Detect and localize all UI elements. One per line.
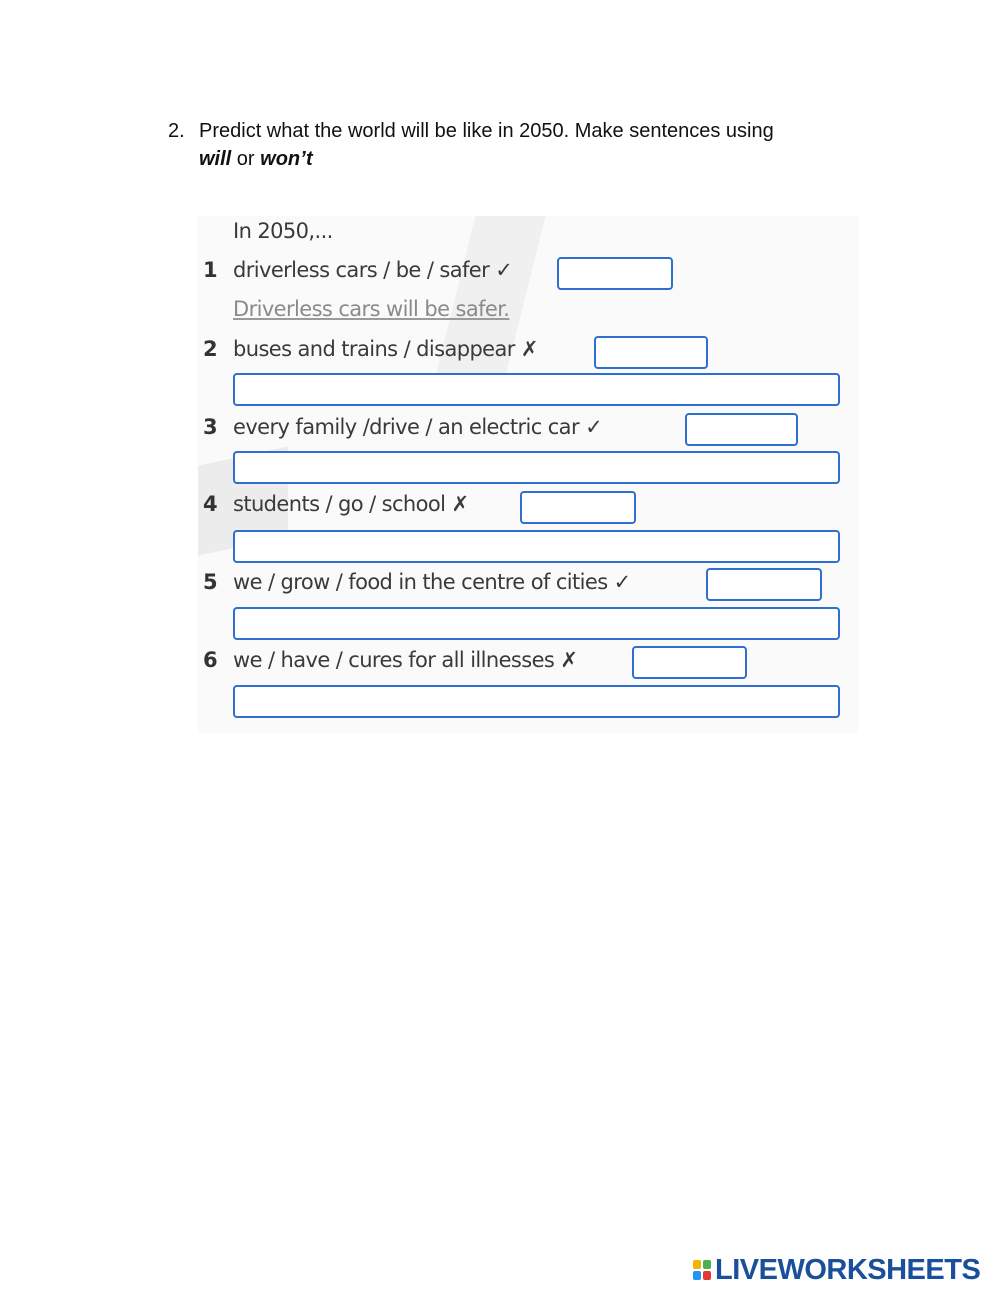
item-number: 3 (203, 415, 218, 439)
sentence-input-2[interactable] (233, 373, 840, 406)
logo-square (693, 1271, 701, 1280)
answer-input-5[interactable] (706, 568, 822, 601)
item-number: 4 (203, 492, 218, 516)
sentence-input-6[interactable] (233, 685, 840, 718)
item-number: 2 (203, 337, 218, 361)
sentence-input-5[interactable] (233, 607, 840, 640)
item-prompt (233, 258, 512, 282)
sentence-input-3[interactable] (233, 451, 840, 484)
answer-input-6[interactable] (632, 646, 747, 679)
item-prompt-text: buses and trains / disappear (233, 337, 515, 361)
cross-icon: ✗ (520, 337, 538, 361)
item-prompt (233, 570, 631, 594)
example-answer: Driverless cars will be safer. (233, 297, 510, 321)
instruction-number: 2. (168, 120, 185, 142)
answer-input-3[interactable] (685, 413, 798, 446)
item-prompt-text: every family /drive / an electric car (233, 415, 579, 439)
instruction (168, 117, 888, 173)
answer-input-2[interactable] (594, 336, 708, 369)
word-wont: won’t (260, 148, 313, 170)
item-number: 5 (203, 570, 218, 594)
item-prompt-text: we / grow / food in the centre of cities (233, 570, 608, 594)
item-prompt-text: driverless cars / be / safer (233, 258, 490, 282)
item-prompt-text: we / have / cures for all illnesses (233, 648, 555, 672)
check-icon: ✓ (585, 415, 603, 439)
item-number: 6 (203, 648, 218, 672)
item-prompt (233, 648, 577, 672)
sentence-input-4[interactable] (233, 530, 840, 563)
item-prompt-text: students / go / school (233, 492, 446, 516)
item-number: 1 (203, 258, 218, 282)
logo-mark-icon (692, 1259, 712, 1281)
instruction-text (199, 117, 888, 173)
word-will: will (199, 148, 232, 170)
exercise-intro: In 2050,... (233, 219, 333, 243)
logo-square (693, 1260, 701, 1269)
liveworksheets-logo (692, 1254, 980, 1286)
check-icon: ✓ (495, 258, 513, 282)
instruction-text-main: Predict what the world will be like in 2050. Make sentences using (199, 120, 774, 142)
check-icon: ✓ (613, 570, 631, 594)
item-prompt (233, 415, 602, 439)
item-prompt (233, 492, 468, 516)
word-or: or (231, 148, 261, 170)
cross-icon: ✗ (451, 492, 469, 516)
cross-icon: ✗ (560, 648, 578, 672)
answer-input-1[interactable] (557, 257, 673, 290)
logo-text: LIVEWORKSHEETS (715, 1253, 981, 1286)
answer-input-4[interactable] (520, 491, 636, 524)
item-prompt (233, 337, 538, 361)
logo-square (703, 1271, 711, 1280)
logo-square (703, 1260, 711, 1269)
